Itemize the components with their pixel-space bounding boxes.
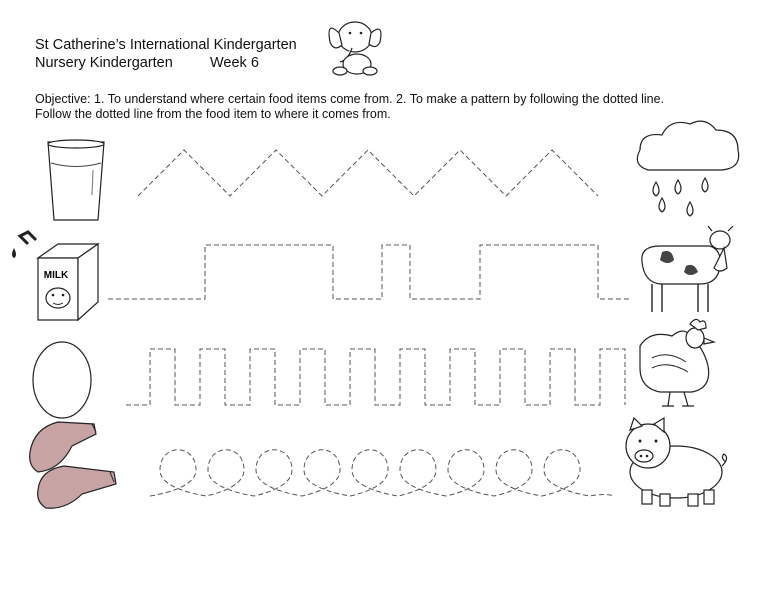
milk-label: MILK (43, 270, 69, 281)
week-label: Week 6 (210, 55, 259, 71)
pig-icon (626, 418, 727, 506)
tall-square-wave-trace-line (126, 349, 625, 405)
class-name: Nursery Kindergarten (35, 55, 173, 71)
loop-trace-line (150, 450, 614, 496)
objective-text: Objective: 1. To understand where certain food items come from. 2. To make a pattern by following the dotted line. (35, 92, 665, 106)
school-name: St Catherine’s International Kindergarten (35, 37, 297, 53)
hen-icon (640, 319, 714, 406)
milk-carton-icon (12, 232, 98, 320)
glass-of-water-icon (48, 140, 104, 220)
square-wave-trace-line (108, 245, 632, 299)
rain-cloud-icon (637, 121, 738, 216)
cow-icon (642, 226, 733, 312)
elephant-icon (329, 22, 381, 75)
meat-icon (30, 422, 116, 508)
zigzag-trace-line (138, 150, 598, 196)
instruction-text: Follow the dotted line from the food item to where it comes from. (35, 107, 391, 121)
egg-icon (33, 342, 91, 418)
